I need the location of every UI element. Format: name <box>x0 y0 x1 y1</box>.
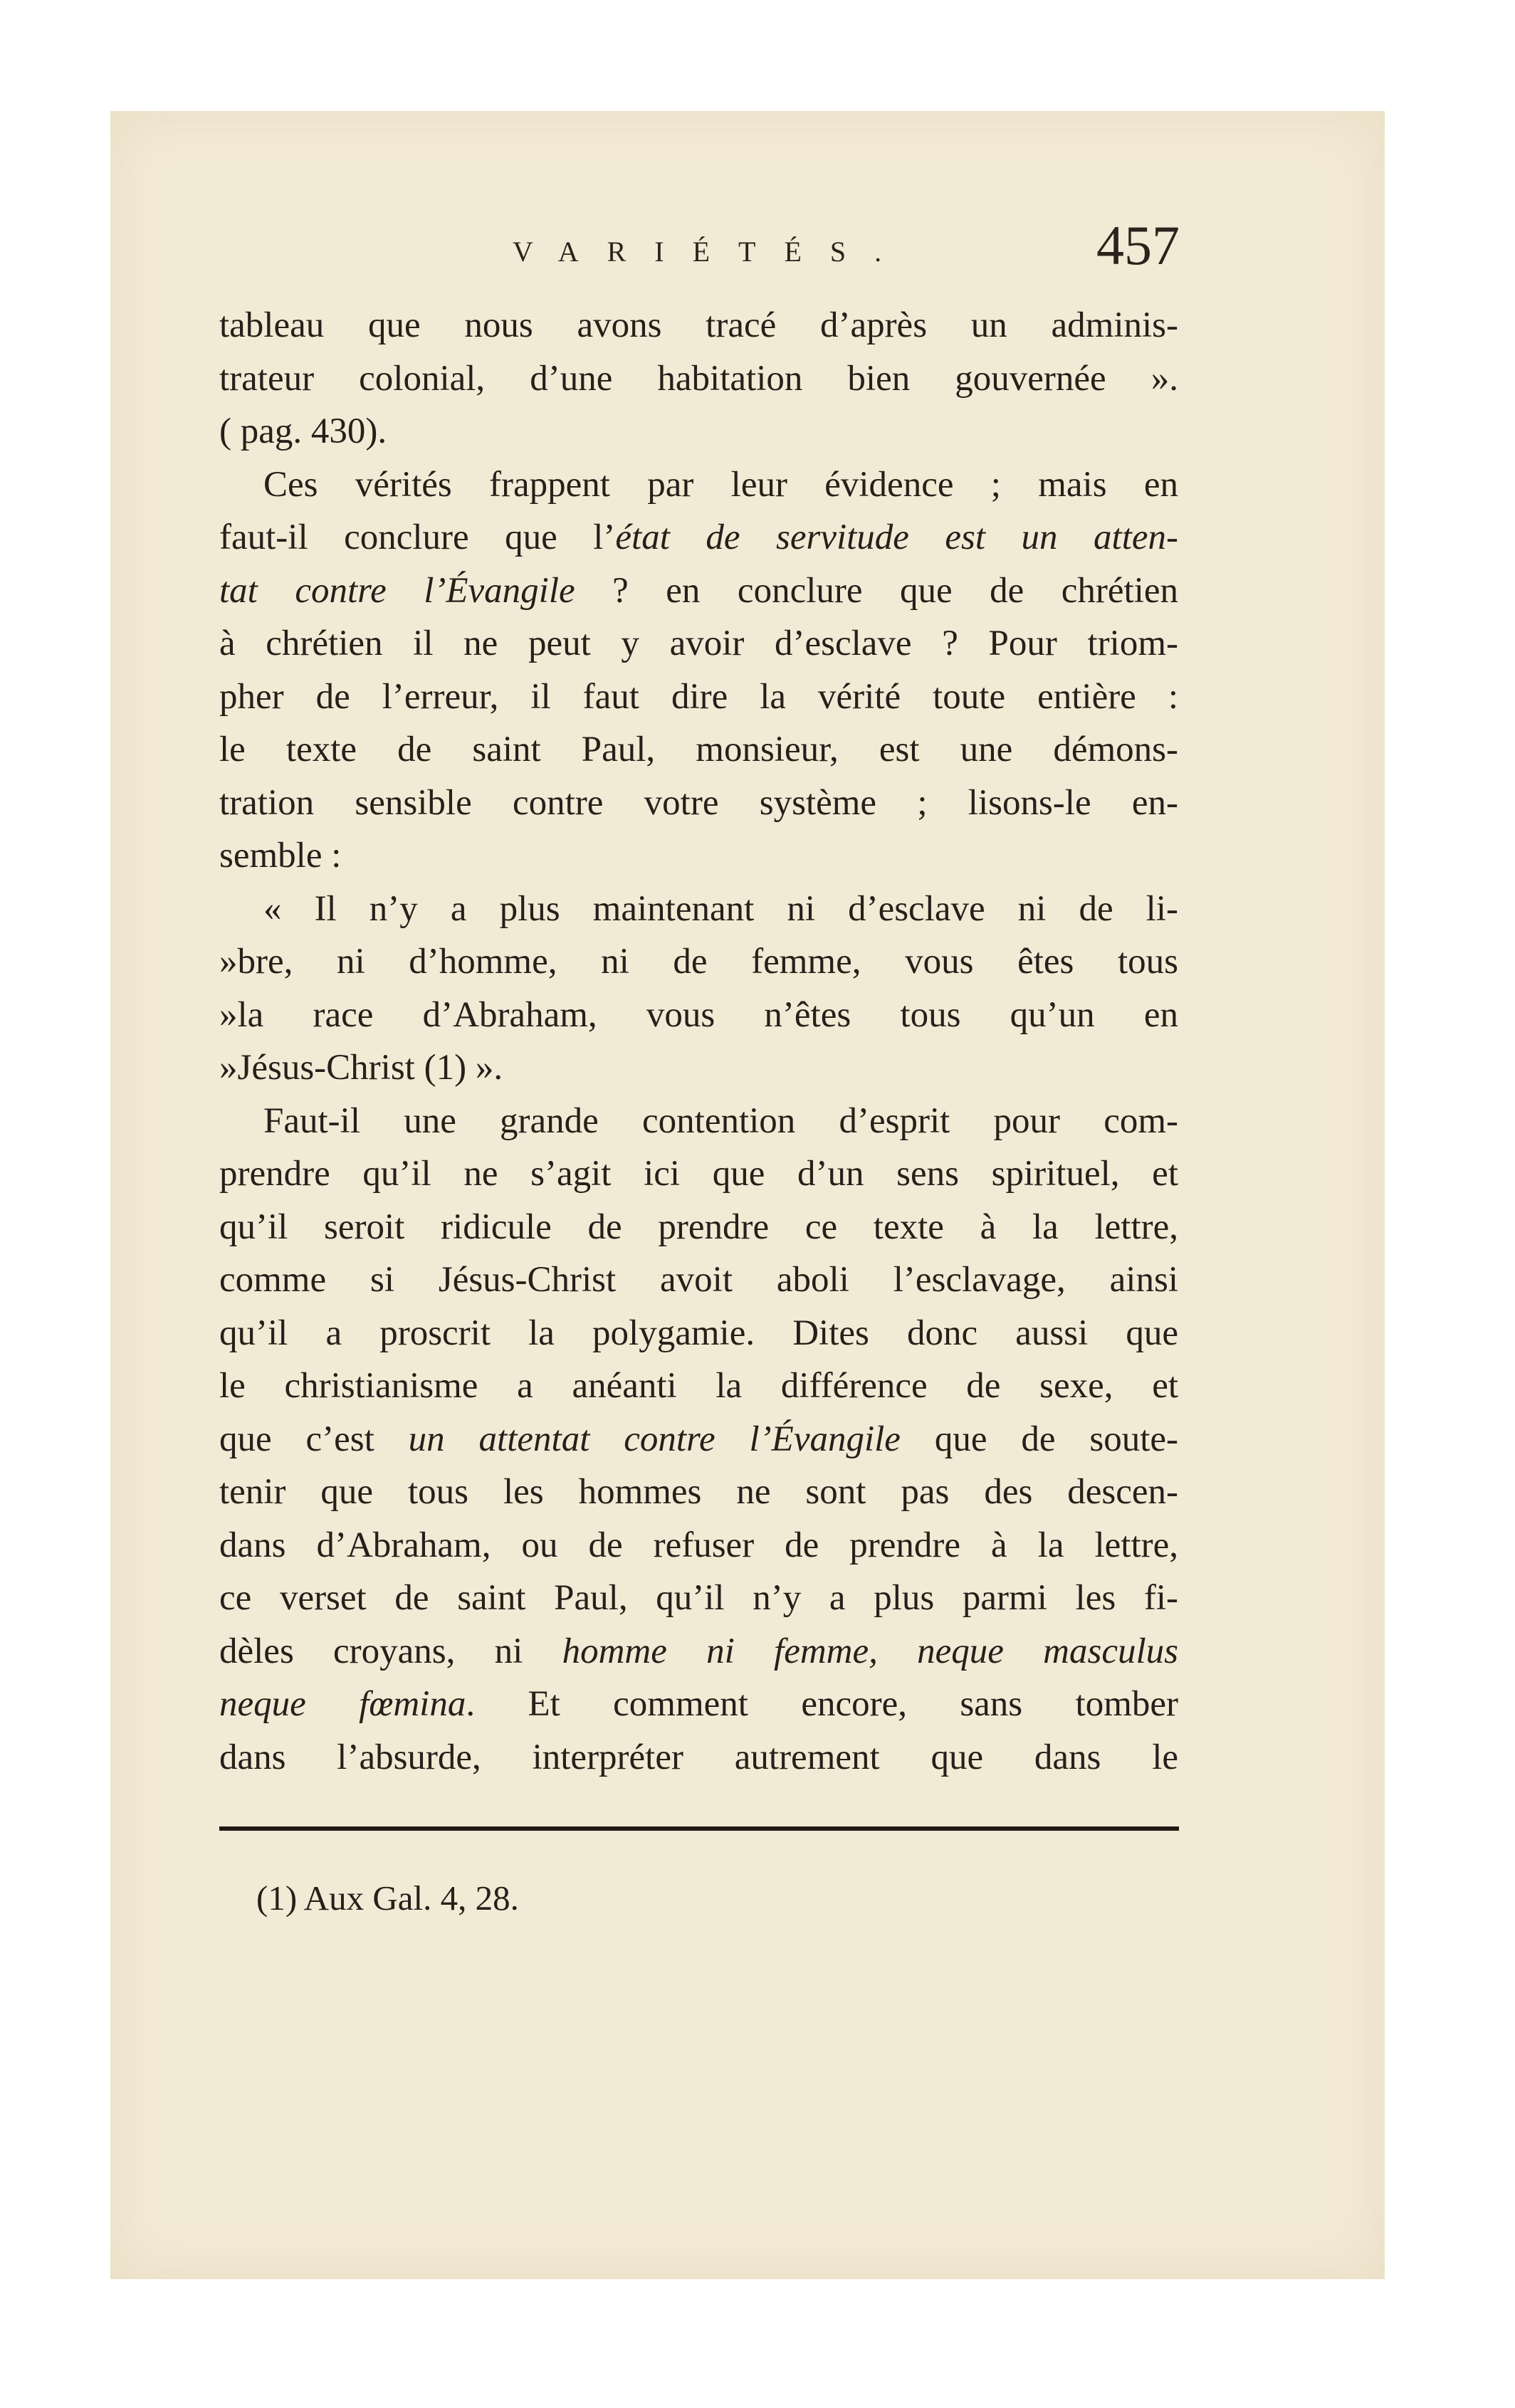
text-line: tenir que tous les hommes ne sont pas des descen- <box>219 1472 1178 1512</box>
footnote-rule <box>219 1826 1179 1831</box>
italic-span: neque fœmina <box>219 1684 466 1724</box>
text-line: le christianisme a anéanti la différence de sexe, et <box>219 1366 1178 1406</box>
text-line: ce verset de saint Paul, qu’il n’y a plus parmi les fi- <box>219 1578 1178 1618</box>
text-line: pher de l’erreur, il faut dire la vérité toute entière : <box>219 676 1178 717</box>
italic-span: tat contre l’Évangile <box>219 570 575 611</box>
footnote: (1) Aux Gal. 4, 28. <box>256 1878 519 1918</box>
text-line: semble : <box>219 836 342 876</box>
text-line: tableau que nous avons tracé d’après un adminis- <box>219 305 1178 345</box>
quote-mark: » <box>219 1048 238 1088</box>
text-line: ( pag. 430). <box>219 411 387 451</box>
quote-line <box>219 935 1178 989</box>
text-span: la race d’Abraham, vous n’êtes tous qu’un en <box>237 994 1178 1035</box>
quote-mark: » <box>219 942 238 982</box>
quote-line <box>219 989 1178 1042</box>
text-line: Faut-il une grande contention d’esprit pour com- <box>263 1100 1178 1141</box>
text-line <box>219 1625 1178 1678</box>
quote-line <box>219 1041 1178 1095</box>
text-line <box>219 1413 1178 1466</box>
text-line: dans d’Abraham, ou de refuser de prendre à la lettre, <box>219 1525 1178 1565</box>
text-line: le texte de saint Paul, monsieur, est une démons- <box>219 730 1178 769</box>
text-line: tration sensible contre votre système ; lisons-le en- <box>219 782 1178 823</box>
text-line: comme si Jésus-Christ avoit aboli l’esclavage, ainsi <box>219 1260 1178 1300</box>
quote-line: « Il n’y a plus maintenant ni d’esclave ni de li- <box>263 888 1178 929</box>
text-span: dèles croyans, ni <box>219 1631 562 1671</box>
text-line: prendre qu’il ne s’agit ici que d’un sens spirituel, et <box>219 1154 1178 1194</box>
text-line <box>219 1678 1178 1731</box>
text-line <box>219 564 1178 618</box>
text-span: ? en conclure que de chrétien <box>575 570 1178 611</box>
italic-span: un attentat contre l’Évangile <box>408 1419 901 1459</box>
text-span: faut-il conclure que l’ <box>219 517 616 557</box>
text-line: trateur colonial, d’une habitation bien gouvernée ». <box>219 358 1178 399</box>
italic-span: homme ni femme, neque masculus <box>562 1631 1178 1671</box>
text-span: . Et comment encore, sans tomber <box>466 1684 1178 1724</box>
text-span: Jésus-Christ (1) ». <box>237 1048 503 1088</box>
text-line: à chrétien il ne peut y avoir d’esclave ? Pour triom- <box>219 624 1178 663</box>
text-span: que c’est <box>219 1419 409 1459</box>
text-line <box>219 511 1178 564</box>
text-line: Ces vérités frappent par leur évidence ; mais en <box>263 464 1178 505</box>
text-span: bre, ni d’homme, ni de femme, vous êtes tous <box>237 942 1178 982</box>
page-number: 457 <box>1096 214 1180 276</box>
quote-mark: » <box>219 994 238 1035</box>
text-line: dans l’absurde, interpréter autrement que dans le <box>219 1737 1178 1777</box>
body-text <box>219 299 1178 1784</box>
running-head: VARIÉTÉS. <box>513 236 911 268</box>
text-line: qu’il a proscrit la polygamie. Dites donc aussi que <box>219 1313 1178 1353</box>
text-span: que de soute- <box>900 1419 1178 1459</box>
italic-span: état de servitude est un atten- <box>615 517 1178 557</box>
text-line: qu’il seroit ridicule de prendre ce texte à la lettre, <box>219 1206 1178 1247</box>
